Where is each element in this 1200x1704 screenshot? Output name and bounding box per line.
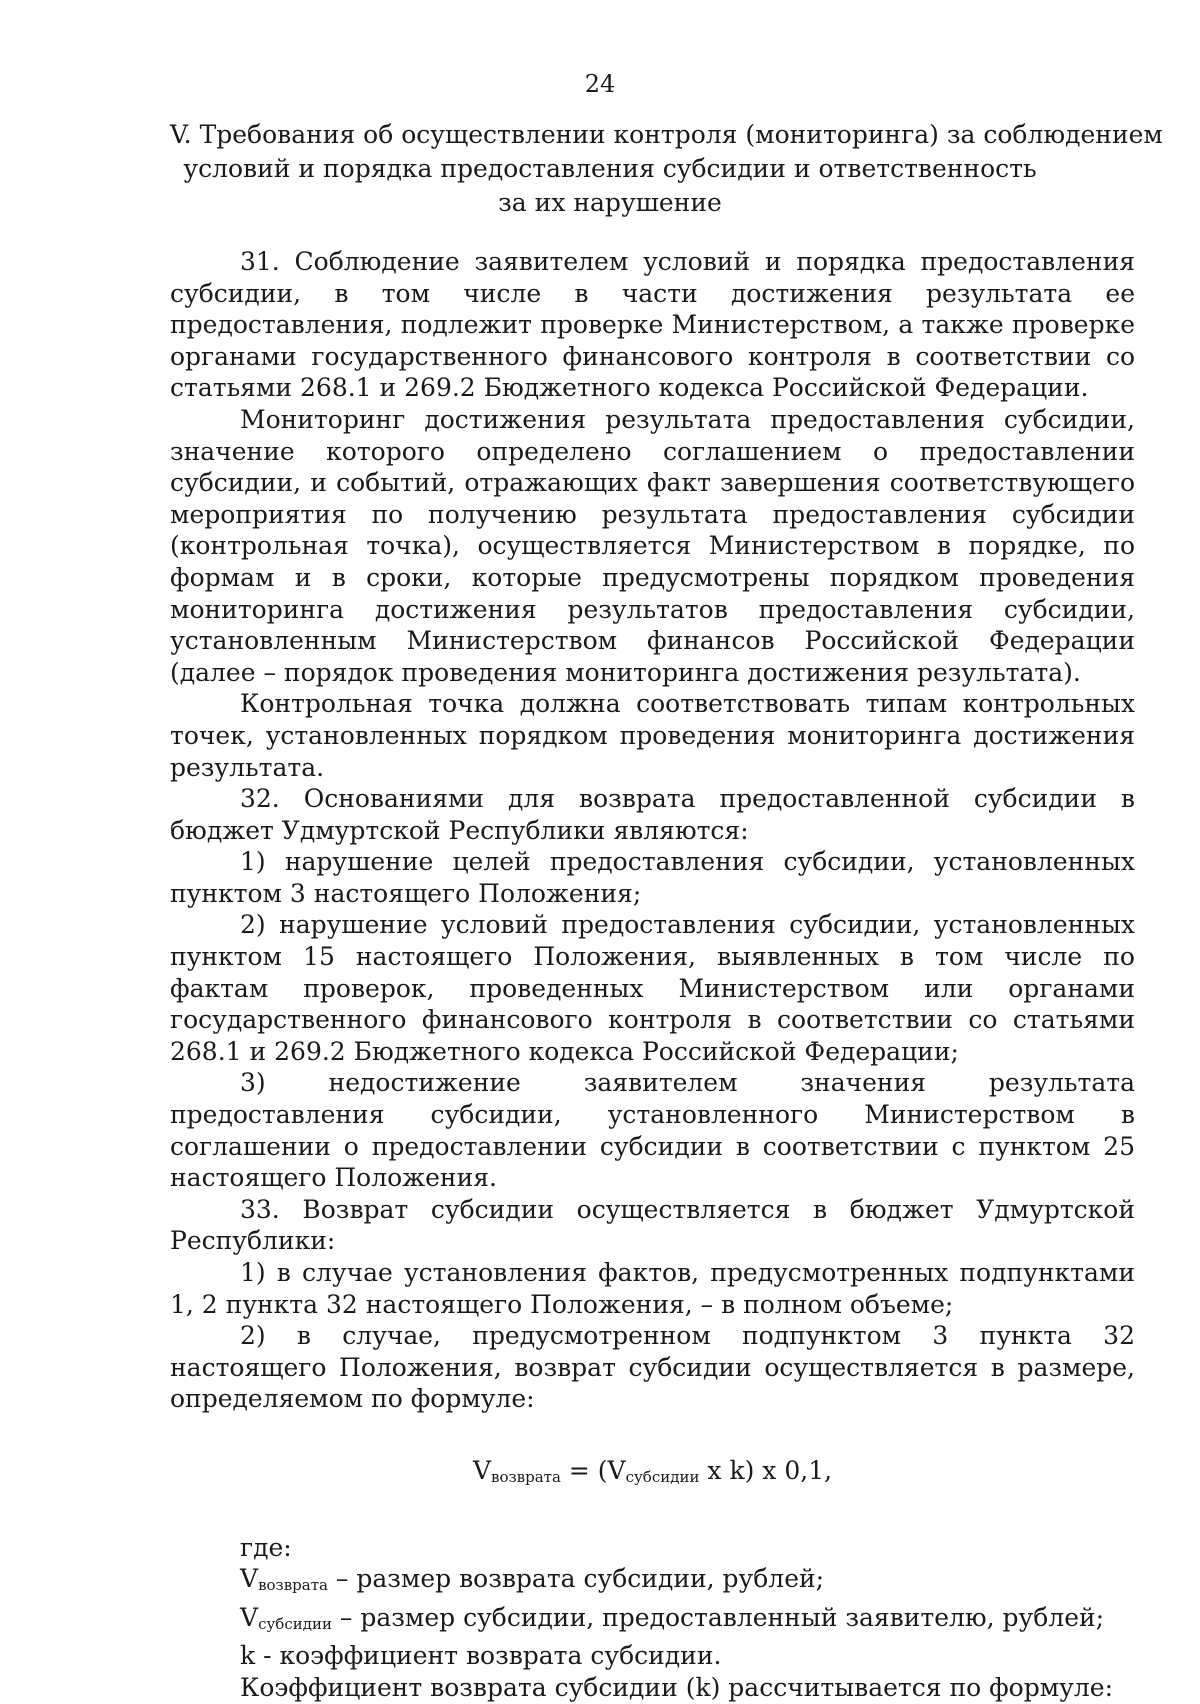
formula-v: V [472, 1455, 492, 1485]
formula-sub-subsidy: субсидии [625, 1467, 700, 1486]
document-body [170, 246, 1135, 1704]
paragraph-32: 32. Основаниями для возврата предоставленной субсидии в бюджет Удмуртской Республики являются: [170, 784, 1135, 845]
formula-tail: x k) x 0,1, [699, 1455, 833, 1485]
section-title [170, 118, 1163, 220]
coefficient-formula-intro: Коэффициент возврата субсидии (k) рассчитывается по формуле: [240, 1672, 1113, 1702]
paragraph-control-point: Контрольная точка должна соответствовать типам контрольных точек, установленных порядком проведения мониторинга достижения результата. [170, 689, 1135, 782]
section-title-line-2: условий и порядка предоставления субсидии и ответственность [183, 154, 1037, 183]
definition-v-return-text: – размер возврата субсидии, рублей; [327, 1564, 825, 1594]
paragraph-31: 31. Соблюдение заявителем условий и порядка предоставления субсидии, в том числе в части достижения результата ее предоставления, подлежит проверке Министерством, а также проверке органами государственного финансового контроля в соответствии со статьями 268.1 и 269.2 Бюджетного кодекса Российской Федерации. [170, 247, 1135, 403]
definition-where: где: [240, 1532, 292, 1562]
section-title-line-1: V. Требования об осуществлении контроля (мониторинга) за соблюдением [170, 120, 1163, 149]
paragraph-33-item-2: 2) в случае, предусмотренном подпунктом 3 пункта 32 настоящего Положения, возврат субсидии осуществляется в размере, определяемом по формуле: [170, 1321, 1135, 1414]
definition-v-subsidy-v: V [240, 1602, 259, 1632]
formula-equals-open: = (V [560, 1455, 626, 1485]
definition-v-subsidy-sub: субсидии [258, 1614, 332, 1633]
paragraph-32-item-1: 1) нарушение целей предоставления субсидии, установленных пунктом 3 настоящего Положения; [170, 847, 1135, 908]
paragraph-33-item-1: 1) в случае установления фактов, предусмотренных подпунктами 1, 2 пункта 32 настоящего Положения, – в полном объеме; [170, 1258, 1135, 1319]
return-formula [170, 1455, 1135, 1494]
definition-v-return-v: V [240, 1564, 259, 1594]
paragraph-32-item-3: 3) недостижение заявителем значения результата предоставления субсидии, установленного Министерством в соглашении о предоставлении субсидии в соответствии с пунктом 25 настоящего Положения. [170, 1068, 1135, 1193]
definition-v-return [170, 1563, 1135, 1602]
formula-sub-return: возврата [491, 1467, 561, 1486]
paragraph-33: 33. Возврат субсидии осуществляется в бюджет Удмуртской Республики: [170, 1194, 1135, 1256]
paragraph-monitoring: Мониторинг достижения результата предоставления субсидии, значение которого определено соглашением о предоставлении субсидии, и событий, отражающих факт завершения соответствующего мероприятия по получению результата предоставления субсидии (контрольная точка), осуществляется Министерством в порядке, по формам и в сроки, которые предусмотрены порядком проведения мониторинга достижения результатов предоставления субсидии, установленным Министерством финансов Российской Федерации (далее – порядок проведения мониторинга достижения результата). [170, 404, 1135, 687]
definition-v-subsidy [170, 1602, 1135, 1641]
page-number: 24 [584, 70, 616, 98]
definition-k: k - коэффициент возврата субсидии. [240, 1641, 722, 1671]
definition-v-subsidy-text: – размер субсидии, предоставленный заявителю, рублей; [331, 1602, 1105, 1632]
paragraph-32-item-2: 2) нарушение условий предоставления субсидии, установленных пунктом 15 настоящего Положения, выявленных в том числе по фактам проверок, проведенных Министерством или органами государственного финансового контроля в соответствии со статьями 268.1 и 269.2 Бюджетного кодекса Российской Федерации; [170, 910, 1135, 1066]
section-title-line-3: за их нарушение [498, 188, 722, 217]
definition-v-return-sub: возврата [258, 1576, 328, 1595]
